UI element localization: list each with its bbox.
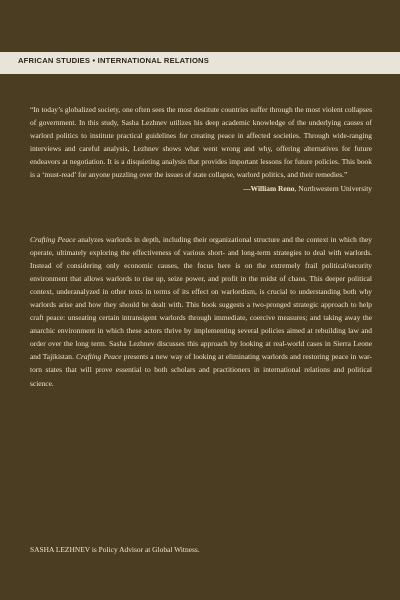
book-title-italic: Crafting Peace: [30, 235, 76, 244]
top-strip: [0, 0, 400, 92]
endorsement-affiliation: , Northwestern University: [294, 183, 372, 193]
book-title-italic-2: Crafting Peace: [76, 352, 122, 362]
author-bio: SASHA LEZHNEV is Policy Advisor at Global Witness.: [30, 545, 200, 554]
category-bar: [0, 52, 400, 74]
book-description: [30, 233, 372, 390]
endorsement-attribution: [30, 182, 372, 195]
category-label: AFRICAN STUDIES • INTERNATIONAL RELATIONS: [18, 56, 209, 65]
description-part-2: presents a new way of looking at eliminating warlords and restoring peace in war-torn states that will prove essential to both scholars and practitioners in international relations and political science.: [30, 352, 372, 388]
endorsement-author: —William Reno: [243, 183, 295, 193]
endorsement-quote: [30, 103, 372, 195]
endorsement-text: “In today’s globalized society, one often sees the most destitute countries suffer through the most violent collapses of government. In this study, Sasha Lezhnev utilizes his deep academic knowledge of the underlying causes of warlord politics to institute practical guidelines for creating peace in affected societies. Through wide-ranging interviews and careful analysis, Lezhnev shows what went wrong and why, offering alternatives for future endeavors at negotiation. It is a disquieting analysis that provides important lessons for future policies. This book is a ‘must-read’ for anyone puzzling over the issues of state collapse, warlord politics, and their remedies.”: [30, 105, 372, 180]
description-part-1: analyzes warlords in depth, including their organizational structure and the context in which they operate, ultimately exploring the effectiveness of various short- and long-term strategies to deal with warlords. Instead of considering only economic causes, the focus here is on the extremely frail political/security environment that allows warlords to rise up, seize power, and profit in the midst of chaos. This deeper political context, underanalyzed in other texts in terms of its effect on warlordism, is crucial to understanding both why warlords arise and how they should be dealt with. This book suggests a two-pronged strategic approach to help craft peace: unseating certain intransigent warlords through immediate, coercive measures; and taking away the anarchic environment in which these actors thrive by implementing several policies aimed at rebuilding law and order over the long term. Sasha Lezhnev discusses this approach by looking at real-world cases in Sierra Leone and Tajikistan.: [30, 235, 372, 362]
